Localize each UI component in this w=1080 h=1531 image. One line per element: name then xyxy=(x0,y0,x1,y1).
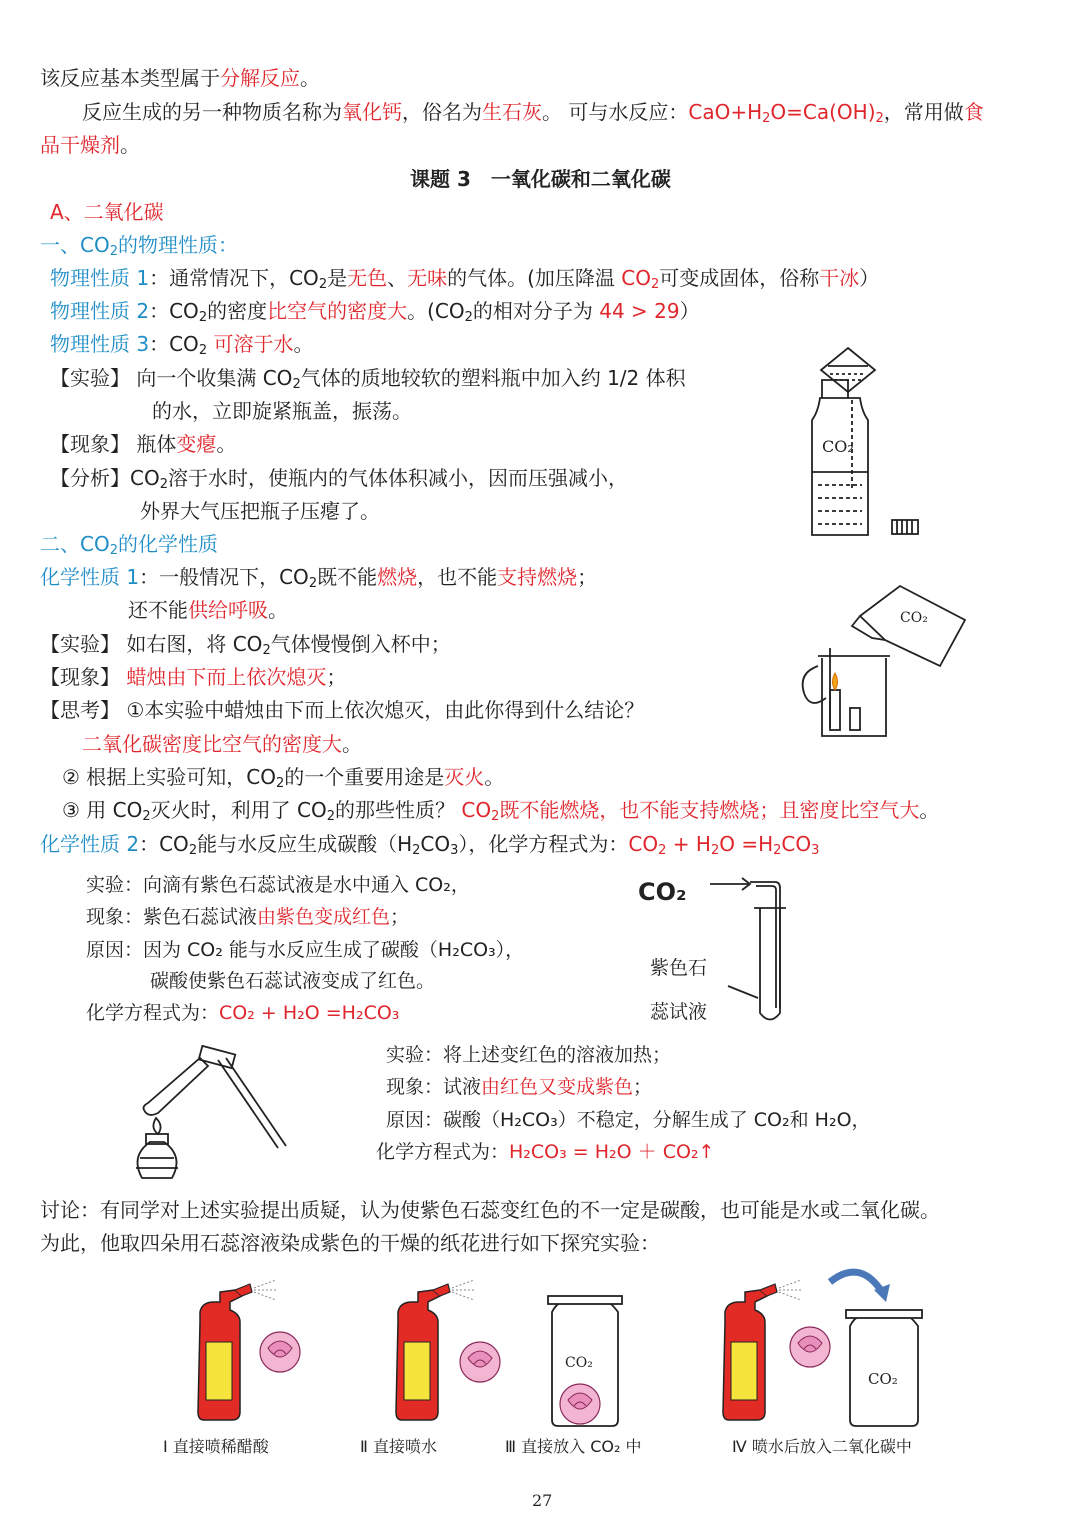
property-line: 物理性质 1：通常情况下，$CO_2$是无色、无味的气体。(加压降温 $CO_2$可变成固体，俗称干冰） xyxy=(50,266,880,292)
box2-line: 实验：将上述变红色的溶液加热； xyxy=(386,1044,672,1066)
testtube-co2-label: CO₂ xyxy=(638,878,687,906)
experiment-line: 【实验】 向一个收集满 $CO_2$气体的质地较软的塑料瓶中加入约 1/2 体积 xyxy=(50,366,686,392)
box1-line: 化学方程式为：CO₂ + H₂O =H₂CO₃ xyxy=(86,1002,400,1024)
box1-line: 实验：向滴有紫色石蕊试液是水中通入 CO₂， xyxy=(86,874,470,896)
jar4-co2-label: CO₂ xyxy=(868,1370,898,1388)
section-heading: 一、$CO_2$的物理性质： xyxy=(40,233,238,259)
box1-line: 碳酸使紫色石蕊试液变成了红色。 xyxy=(150,970,436,992)
text-line: 反应生成的另一种物质名称为氧化钙，俗名为生石灰。 可与水反应：$CaO+H_2O=Ca(OH)_2$，常用做食 xyxy=(82,100,984,126)
text-line: 品干燥剂。 xyxy=(40,133,140,157)
observation-line: 【现象】 蜡烛由下而上依次熄灭； xyxy=(40,665,347,689)
analysis-line: 【分析】$CO_2$溶于水时，使瓶内的气体体积减小，因而压强减小， xyxy=(50,466,628,492)
property-line: 化学性质 1：一般情况下，$CO_2$既不能燃烧，也不能支持燃烧； xyxy=(40,565,598,591)
bottle-co2-label: CO₂ xyxy=(822,437,854,456)
answer-line: 二氧化碳密度比空气的密度大。 xyxy=(82,732,362,756)
analysis-line: 外界大气压把瓶子压瘪了。 xyxy=(140,499,380,523)
heating-figure xyxy=(118,1038,288,1183)
property-line: 化学性质 2：$CO_2$能与水反应生成碳酸$(H_2CO_3)$，化学方程式为：$CO_2 + H_2O =H_2CO_3$ xyxy=(40,832,820,858)
box2-line: 原因：碳酸（H₂CO₃）不稳定，分解生成了 CO₂和 H₂O， xyxy=(386,1109,871,1131)
section-heading: A、二氧化碳 xyxy=(50,200,164,224)
text-line: 该反应基本类型属于分解反应。 xyxy=(40,66,320,90)
testtube-figure xyxy=(630,868,810,1028)
bottle-figure xyxy=(800,340,930,545)
litmus-label-1: 紫色石 xyxy=(650,957,708,979)
jar3-co2-label: CO₂ xyxy=(565,1355,593,1371)
caption-4: Ⅳ 喷水后放入二氧化碳中 xyxy=(732,1437,912,1456)
property-line: 还不能供给呼吸。 xyxy=(128,598,288,622)
property-line: 物理性质 3：$CO_2$ 可溶于水。 xyxy=(50,332,314,358)
caption-1: Ⅰ 直接喷稀醋酸 xyxy=(163,1437,269,1456)
flower-experiments-figure xyxy=(160,1262,940,1432)
section-title: 课题 3 一氧化碳和二氧化碳 xyxy=(410,167,671,191)
experiment-line: 【实验】 如右图，将 $CO_2$气体慢慢倒入杯中； xyxy=(40,632,451,658)
box1-line: 现象：紫色石蕊试液由紫色变成红色； xyxy=(86,906,410,928)
question-line: ② 根据上实验可知，$CO_2$的一个重要用途是灭火。 xyxy=(62,765,505,791)
experiment-line: 的水，立即旋紧瓶盖，振荡。 xyxy=(152,399,412,423)
caption-3: Ⅲ 直接放入 CO₂ 中 xyxy=(505,1437,642,1456)
box1-line: 原因：因为 CO₂ 能与水反应生成了碳酸（H₂CO₃）， xyxy=(86,939,525,961)
page-number: 27 xyxy=(532,1491,553,1510)
box2-line: 化学方程式为：H₂CO₃ = H₂O ＋ CO₂↑ xyxy=(376,1141,715,1163)
box2-line: 现象：试液由红色又变成紫色； xyxy=(386,1076,653,1098)
property-line: 物理性质 2：$CO_2$的密度比空气的密度大。($CO_2$的相对分子为 44 > 29） xyxy=(50,299,700,325)
caption-2: Ⅱ 直接喷水 xyxy=(360,1437,437,1456)
thinking-line: 【思考】 ①本实验中蜡烛由下而上依次熄灭，由此你得到什么结论？ xyxy=(40,698,645,722)
question-line: ③ 用 $CO_2$灭火时，利用了 $CO_2$的那些性质？ $CO_2$既不能燃烧，也不能支持燃烧；且密度比空气大。 xyxy=(62,798,940,824)
litmus-label-2: 蕊试液 xyxy=(650,1001,708,1023)
section-heading: 二、$CO_2$的化学性质 xyxy=(40,532,218,558)
discussion-line: 为此，他取四朵用石蕊溶液染成紫色的干燥的纸花进行如下探究实验： xyxy=(40,1231,660,1255)
observation-line: 【现象】 瓶体变瘪。 xyxy=(50,432,237,456)
pouring-co2-label: CO₂ xyxy=(900,610,928,626)
discussion-line: 讨论：有同学对上述实验提出质疑，认为使紫色石蕊变红色的不一定是碳酸，也可能是水或二氧化碳。 xyxy=(40,1198,940,1222)
candle-figure xyxy=(790,578,970,748)
